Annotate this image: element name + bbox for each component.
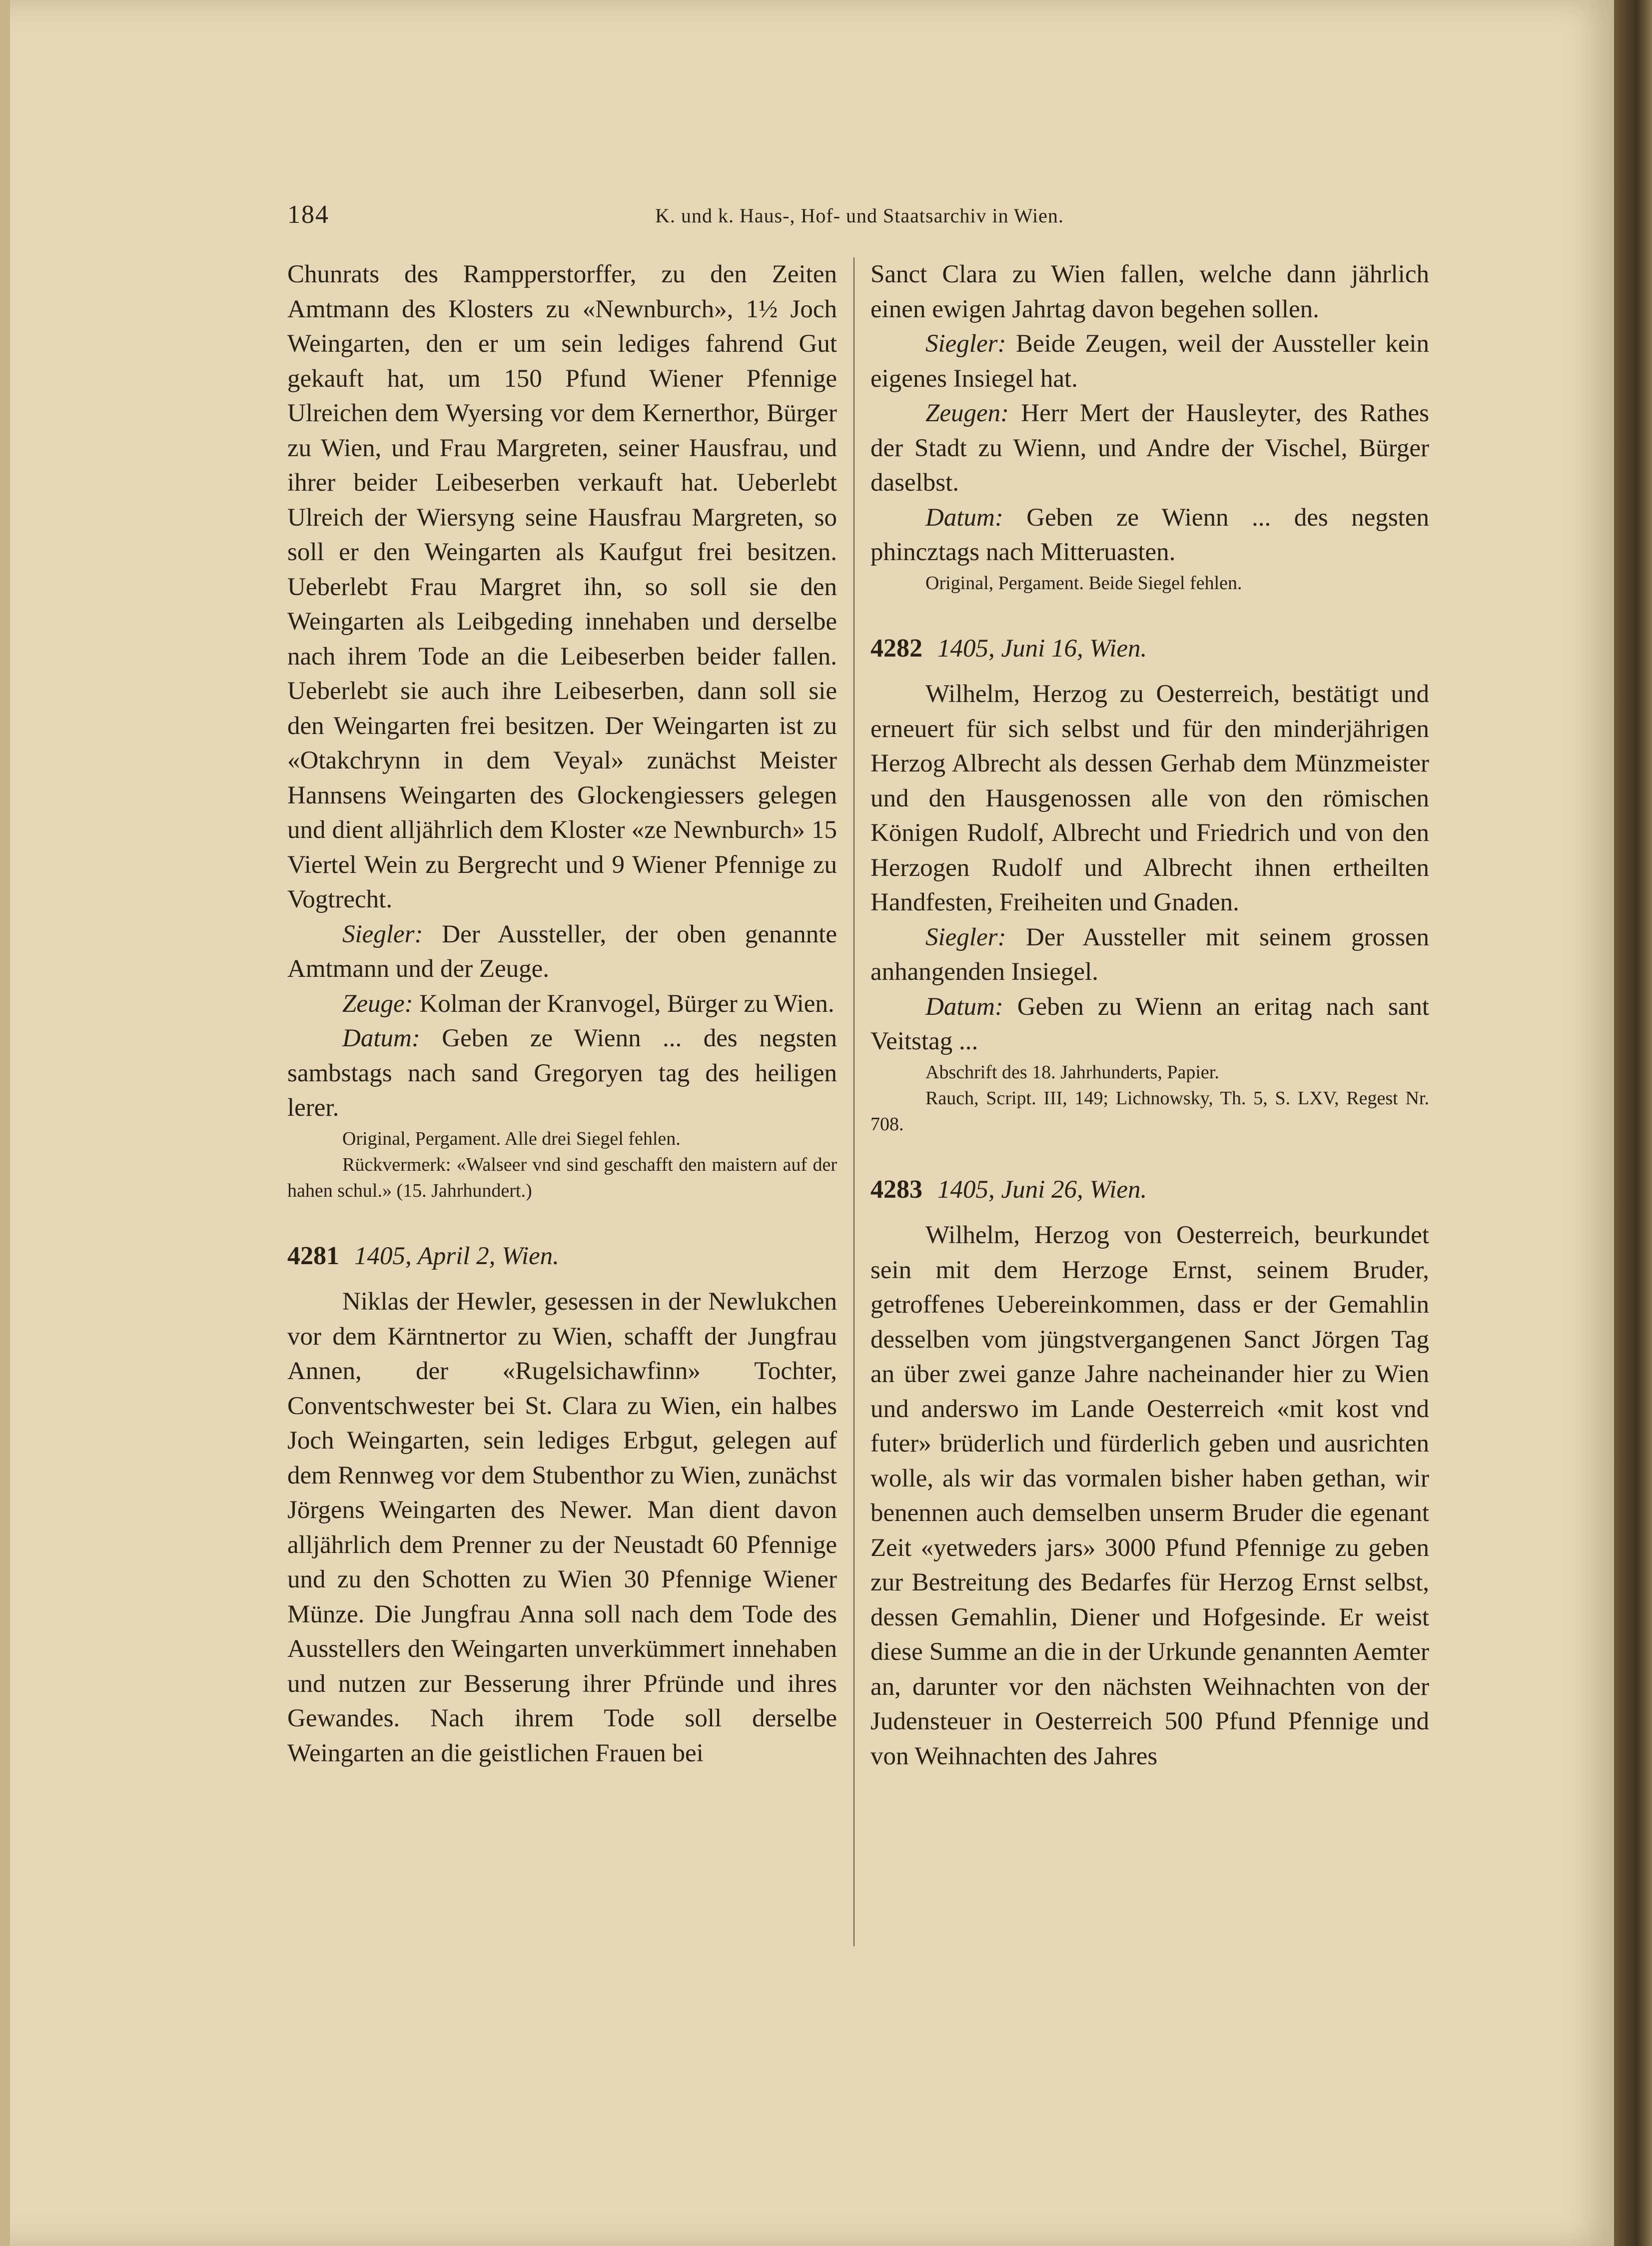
- column-divider: [853, 257, 854, 1946]
- running-title: K. und k. Haus-, Hof- und Staatsarchiv in Wien.: [655, 204, 1064, 227]
- siegler-text: Der Aussteller, der oben genannte Amtmann und der Zeuge.: [287, 920, 837, 983]
- siegler-line: [287, 917, 837, 987]
- siegler-text: Der Aussteller mit seinem grossen anhangenden Insiegel.: [870, 923, 1429, 986]
- source-note: Original, Pergament. Beide Siegel fehlen.: [925, 572, 1242, 594]
- entry-date: 1405, Juni 16, Wien.: [937, 634, 1147, 663]
- entry-text-4283: Wilhelm, Herzog von Oesterreich, beurkundet sein mit dem Herzoge Ernst, seinem Bruder, getroffenes Uebereinkommen, dass er der Gemahlin desselben vom jüngstvergangenen Sanct Jörgen Tag an über zwei ganze Jahre nacheinander hier zu Wien und anderswo im Lande Oesterreich «mit kost vnd futer» brüderlich und fürderlich geben und ausrichten wolle, als wir das vormalen bisher haben gethan, wir benennen auch demselben unserm Bruder die egenant Zeit «yetweders jars» 3000 Pfund Pfennige zu geben zur Bestreitung des Bedarfes für Herzog Ernst selbst, dessen Gemahlin, Diener und Hofgesinde. Er weist diese Summe an die in der Urkunde genannten Aemter an, darunter vor den nächsten Weihnachten von der Judensteuer in Oesterreich 500 Pfund Pfennige und von Weihnachten des Jahres: [870, 1221, 1429, 1770]
- datum-line: [870, 990, 1429, 1059]
- entry-number: 4283: [870, 1175, 922, 1204]
- siegler-label: Siegler:: [925, 330, 1006, 358]
- zeugen-line: [870, 396, 1429, 501]
- siegler-label: Siegler:: [925, 923, 1006, 951]
- datum-label: Datum:: [342, 1024, 420, 1052]
- entry-date: 1405, Juni 26, Wien.: [937, 1175, 1147, 1204]
- datum-line: [287, 1021, 837, 1126]
- continued-paragraph: Sanct Clara zu Wien fallen, welche dann jährlich einen ewigen Jahrtag davon begehen sollen.: [870, 260, 1429, 323]
- source-note: Original, Pergament. Alle drei Siegel fehlen.: [342, 1128, 681, 1149]
- entry-number: 4281: [287, 1241, 339, 1270]
- page-left-edge: [0, 0, 10, 2246]
- siegler-line: [870, 327, 1429, 396]
- zeuge-line: [287, 987, 837, 1022]
- entry-number: 4282: [870, 634, 922, 663]
- endorsement-note: Rückvermerk: «Walseer vnd sind geschafft den maistern auf der hahen schul.» (15. Jahrhundert.): [287, 1154, 837, 1201]
- datum-text: Geben ze Wienn ... des negsten phincztags nach Mitteruasten.: [870, 503, 1429, 566]
- siegler-line: [870, 920, 1429, 990]
- zeugen-label: Zeugen:: [925, 399, 1009, 427]
- zeuge-label: Zeuge:: [342, 989, 413, 1018]
- siegler-label: Siegler:: [342, 920, 423, 948]
- datum-label: Datum:: [925, 503, 1003, 532]
- continued-paragraph: Chunrats des Rampperstorffer, zu den Zeiten Amtmann des Klosters zu «Newnburch», 1½ Joch Weingarten, den er um sein lediges fahrend Gut gekauft hat, um 150 Pfund Wiener Pfennige Ulreichen dem Wyersing vor dem Kernerthor, Bürger zu Wien, und Frau Margreten, seiner Hausfrau, und ihrer beider Leibeserben verkauft hat. Ueberlebt Ulreich der Wiersyng seine Hausfrau Margreten, so soll er den Weingarten als Kaufgut frei besitzen. Ueberlebt Frau Margret ihn, so soll sie den Weingarten als Leibgeding innehaben und derselbe nach ihrem Tode an die Leibeserben beider fallen. Ueberlebt sie auch ihre Leibeserben, dann soll sie den Weingarten frei besitzen. Der Weingarten ist zu «Otakchrynn in dem Veyal» zunächst Meister Hannsens Weingarten des Glockengiessers gelegen und dient alljährlich dem Kloster «ze Newnburch» 15 Viertel Wein zu Bergrecht und 9 Wiener Pfennige zu Vogtrecht.: [287, 260, 837, 913]
- datum-line: [870, 501, 1429, 570]
- entry-date: 1405, April 2, Wien.: [354, 1242, 559, 1270]
- datum-text: Geben zu Wienn an eritag nach sant Veitstag ...: [870, 992, 1429, 1055]
- siegler-text: Beide Zeugen, weil der Aussteller kein eigenes Insiegel hat.: [870, 330, 1429, 393]
- entry-heading-4281: [287, 1239, 837, 1274]
- entry-text-4282: Wilhelm, Herzog zu Oesterreich, bestätigt und erneuert für sich selbst und für den minderjährigen Herzog Albrecht als dessen Gerhab dem Münzmeister und den Hausgenossen alle von den römischen Königen Rudolf, Albrecht und Friedrich und von den Herzogen Rudolf und Albrecht ihnen ertheilten Handfesten, Freiheiten und Gnaden.: [870, 680, 1429, 916]
- zeugen-text: Herr Mert der Hausleyter, des Rathes der Stadt zu Wienn, und Andre der Vischel, Bürger daselbst.: [870, 399, 1429, 497]
- left-column: [287, 257, 837, 1771]
- book-spine-edge: [1614, 0, 1652, 2246]
- datum-text: Geben ze Wienn ... des negsten sambstags nach sand Gregoryen tag des heiligen lerer.: [287, 1024, 837, 1122]
- zeuge-text: Kolman der Kranvogel, Bürger zu Wien.: [413, 989, 834, 1018]
- entry-heading-4283: [870, 1172, 1429, 1208]
- reference-note: Rauch, Script. III, 149; Lichnowsky, Th. 5, S. LXV, Regest Nr. 708.: [870, 1087, 1429, 1135]
- right-column: [870, 257, 1429, 1774]
- page-number: 184: [287, 200, 329, 229]
- datum-label: Datum:: [925, 992, 1003, 1021]
- entry-heading-4282: [870, 631, 1429, 667]
- page-header: [287, 200, 1432, 235]
- entry-text-4281: Niklas der Hewler, gesessen in der Newlukchen vor dem Kärntnertor zu Wien, schafft der Jungfrau Annen, der «Rugelsichawfinn» Tochter, Conventschwester bei St. Clara zu Wien, ein halbes Joch Weingarten, sein lediges Erbgut, gelegen auf dem Rennweg vor dem Stubenthor zu Wien, zunächst Jörgens Weingarten des Newer. Man dient davon alljährlich dem Prenner zu der Neustadt 60 Pfennige und zu den Schotten zu Wien 30 Pfennige Wiener Münze. Die Jungfrau Anna soll nach dem Tode des Ausstellers den Weingarten unverkümmert innehaben und nutzen zur Besserung ihrer Pfründe und ihres Gewandes. Nach ihrem Tode soll derselbe Weingarten an die geistlichen Frauen bei: [287, 1288, 837, 1767]
- source-note: Abschrift des 18. Jahrhunderts, Papier.: [925, 1061, 1219, 1083]
